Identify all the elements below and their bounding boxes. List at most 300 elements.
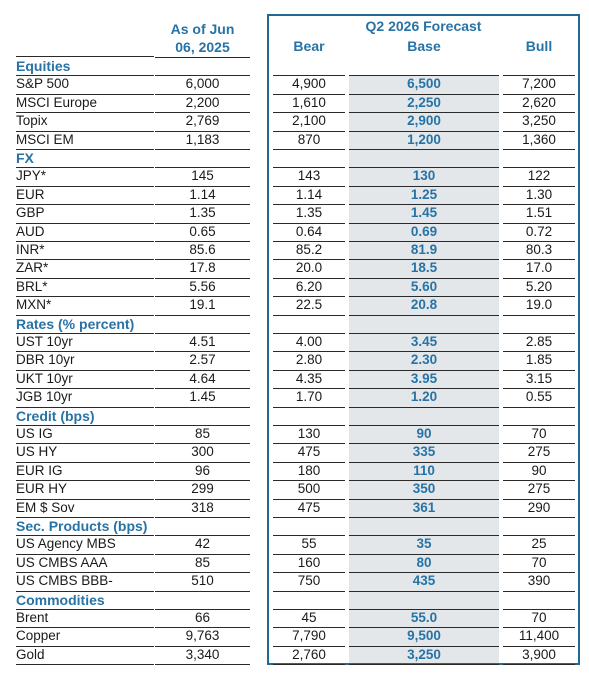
row-rule-bull (503, 664, 575, 665)
row-label: Gold (16, 646, 45, 662)
bear-value: 130 (297, 426, 321, 441)
row-rule-bull (503, 591, 575, 592)
row-label: S&P 500 (16, 76, 70, 92)
row-rule-label (16, 370, 154, 371)
asof-value: 1.35 (189, 205, 216, 221)
base-value: 2,250 (407, 94, 441, 110)
row-rule-bear (273, 223, 345, 224)
row-rule-asof (155, 499, 250, 500)
row-label: EM $ Sov (16, 499, 75, 515)
row-rule-base (349, 425, 499, 426)
row-rule-bull (503, 259, 575, 260)
row-rule-asof (155, 609, 250, 610)
row-rule-bull (503, 646, 575, 647)
row-rule-label (16, 572, 154, 573)
row-rule-bear (273, 370, 345, 371)
table-row (0, 443, 589, 462)
row-rule-asof (155, 131, 250, 132)
row-rule-asof (155, 572, 250, 573)
bear-value: 85.2 (295, 242, 323, 257)
bull-value: 390 (527, 573, 551, 589)
row-rule-base (349, 351, 499, 352)
asof-header-underline (155, 57, 250, 58)
row-rule-bull (503, 186, 575, 187)
row-rule-base (349, 554, 499, 555)
asof-value: 2,769 (185, 113, 220, 129)
base-value: 20.8 (410, 297, 438, 313)
row-label: MXN* (16, 297, 52, 313)
asof-value: 9,763 (185, 628, 220, 644)
row-rule-base (349, 572, 499, 573)
bull-value: 7,200 (522, 76, 556, 92)
table-row (0, 75, 589, 94)
row-rule-asof (155, 462, 250, 463)
bear-value: 20.0 (295, 260, 323, 276)
bear-value: 2.80 (295, 352, 323, 368)
bull-value: 2,620 (522, 94, 556, 110)
bear-value: 870 (297, 131, 321, 147)
row-label: AUD (16, 223, 45, 239)
base-value: 81.9 (410, 242, 438, 257)
asof-value: 6,000 (185, 76, 220, 92)
row-rule-bear (273, 333, 345, 334)
row-rule-bull (503, 609, 575, 610)
row-rule-base (349, 259, 499, 260)
asof-value: 85 (194, 554, 211, 570)
asof-value: 85 (194, 426, 211, 441)
bull-value: 70 (531, 554, 547, 570)
row-rule-asof (155, 296, 250, 297)
row-rule-label (16, 259, 154, 260)
table-row (0, 333, 589, 352)
row-rule-bear (273, 627, 345, 628)
asof-value: 85.6 (189, 242, 216, 257)
base-value: 6,500 (407, 76, 441, 92)
table-row (0, 609, 589, 628)
row-rule-asof (155, 223, 250, 224)
bull-value: 70 (531, 426, 547, 441)
row-rule-base (349, 609, 499, 610)
table-row (0, 351, 589, 370)
row-rule-base (349, 443, 499, 444)
asof-value: 1,183 (185, 131, 220, 147)
row-rule-asof (155, 94, 250, 95)
row-label: US CMBS AAA (16, 554, 108, 570)
row-rule-base (349, 480, 499, 481)
row-rule-label (16, 112, 154, 113)
row-rule-bear (273, 94, 345, 95)
row-label: GBP (16, 205, 45, 221)
asof-value: 0.65 (189, 223, 216, 239)
row-rule-asof (155, 443, 250, 444)
bull-value: 3,250 (522, 113, 556, 129)
bear-value: 7,790 (292, 628, 326, 644)
row-rule-bull (503, 535, 575, 536)
bear-value: 500 (297, 481, 321, 497)
row-label: MSCI EM (16, 131, 74, 147)
row-rule-asof (155, 75, 250, 76)
bear-header: Bear (293, 38, 325, 54)
row-rule-base (349, 131, 499, 132)
bull-value: 1.51 (525, 205, 553, 221)
row-rule-label (16, 609, 154, 610)
row-rule-asof (155, 278, 250, 279)
row-rule-bull (503, 407, 575, 408)
table-row (0, 112, 589, 131)
row-rule-bear (273, 425, 345, 426)
base-value: 55.0 (410, 610, 438, 625)
row-label: EUR IG (16, 462, 63, 478)
table-row (0, 554, 589, 573)
row-rule-asof (155, 627, 250, 628)
bull-value: 5.20 (525, 278, 553, 294)
base-value: 1,200 (407, 131, 441, 147)
bull-value: 275 (527, 481, 551, 497)
table-row (0, 94, 589, 113)
row-rule-bull (503, 296, 575, 297)
row-rule-label (16, 75, 154, 76)
bull-value: 0.72 (525, 223, 553, 239)
row-rule-bull (503, 94, 575, 95)
bull-header: Bull (525, 38, 553, 54)
row-rule-label (16, 480, 154, 481)
row-rule-label (16, 627, 154, 628)
row-rule-label (16, 425, 154, 426)
bull-value: 1.85 (525, 352, 553, 368)
base-value: 1.20 (410, 389, 438, 405)
base-value: 361 (412, 499, 436, 515)
row-rule-label (16, 278, 154, 279)
bull-value: 17.0 (525, 260, 553, 276)
bull-value: 70 (531, 610, 547, 625)
row-rule-bear (273, 259, 345, 260)
row-rule-label (16, 462, 154, 463)
row-rule-base (349, 370, 499, 371)
row-rule-bull (503, 443, 575, 444)
table-row (0, 296, 589, 315)
row-rule-label (16, 535, 154, 536)
row-label: Brent (16, 610, 49, 625)
asof-value: 510 (191, 573, 214, 589)
row-rule-bull (503, 75, 575, 76)
base-value: 110 (413, 462, 435, 478)
asof-value: 42 (194, 536, 211, 552)
row-label: Topix (16, 113, 48, 129)
table-row (0, 480, 589, 499)
base-value: 3,250 (407, 646, 441, 662)
row-rule-bull (503, 223, 575, 224)
row-rule-base (349, 112, 499, 113)
asof-value: 5.56 (189, 278, 216, 294)
row-rule-label (16, 333, 154, 334)
base-value: 5.60 (410, 278, 438, 294)
table-row (0, 370, 589, 389)
section-title: Sec. Products (bps) (16, 518, 148, 534)
row-rule-asof (155, 591, 250, 592)
row-rule-asof (155, 167, 250, 168)
row-rule-label (16, 646, 154, 647)
base-value: 335 (412, 444, 436, 460)
row-label: US Agency MBS (16, 536, 116, 552)
bull-value: 25 (531, 536, 547, 552)
bull-value: 90 (531, 462, 547, 478)
table-row (0, 131, 589, 150)
row-rule-label (16, 443, 154, 444)
row-rule-bear (273, 278, 345, 279)
base-value: 35 (416, 536, 432, 552)
row-rule-bear (273, 572, 345, 573)
table-row (0, 425, 589, 444)
row-label: UKT 10yr (16, 370, 73, 386)
bear-value: 475 (297, 499, 321, 515)
row-rule-asof (155, 407, 250, 408)
base-value: 3.45 (410, 334, 438, 349)
row-rule-bear (273, 480, 345, 481)
bull-value: 1,360 (522, 131, 556, 147)
row-rule-bear (273, 75, 345, 76)
bear-value: 22.5 (295, 297, 323, 313)
row-rule-bull (503, 572, 575, 573)
table-row (0, 259, 589, 278)
row-rule-bear (273, 462, 345, 463)
table-row (0, 646, 589, 665)
row-rule-bear (273, 296, 345, 297)
row-rule-label (16, 499, 154, 500)
table-row (0, 627, 589, 646)
bear-value: 143 (297, 168, 321, 184)
row-label: EUR HY (16, 481, 68, 497)
bear-value: 750 (297, 573, 321, 589)
row-rule-label (16, 131, 154, 132)
row-rule-bull (503, 167, 575, 168)
row-rule-base (349, 149, 499, 150)
row-rule-label (16, 554, 154, 555)
row-rule-label (16, 223, 154, 224)
row-rule-asof (155, 241, 250, 242)
row-rule-label (16, 664, 154, 665)
bear-value: 6.20 (295, 278, 323, 294)
asof-value: 300 (191, 444, 214, 460)
row-rule-base (349, 75, 499, 76)
table-row (0, 186, 589, 205)
row-rule-base (349, 333, 499, 334)
row-label: JGB 10yr (16, 389, 73, 405)
row-rule-asof (155, 646, 250, 647)
row-rule-bull (503, 131, 575, 132)
bear-value: 475 (297, 444, 321, 460)
table-row (0, 499, 589, 518)
asof-header-line2: 06, 2025 (175, 39, 230, 55)
bear-value: 1.14 (295, 186, 323, 202)
row-rule-bear (273, 351, 345, 352)
row-rule-bear (273, 388, 345, 389)
row-rule-base (349, 388, 499, 389)
row-rule-base (349, 535, 499, 536)
row-rule-bear (273, 241, 345, 242)
row-rule-bull (503, 627, 575, 628)
table-row (0, 204, 589, 223)
row-rule-asof (155, 425, 250, 426)
asof-value: 66 (194, 610, 211, 625)
bear-value: 4,900 (292, 76, 326, 92)
asof-value: 145 (191, 168, 214, 184)
row-rule-bull (503, 278, 575, 279)
row-rule-base (349, 204, 499, 205)
row-rule-label (16, 94, 154, 95)
base-header: Base (407, 38, 441, 54)
row-label: ZAR* (16, 260, 49, 276)
row-rule-bull (503, 425, 575, 426)
row-rule-bull (503, 241, 575, 242)
asof-value: 19.1 (189, 297, 216, 313)
row-rule-asof (155, 112, 250, 113)
base-value: 80 (416, 554, 432, 570)
bull-value: 122 (527, 168, 551, 184)
row-rule-asof (155, 664, 250, 665)
bull-value: 80.3 (525, 242, 553, 257)
section-title: Equities (16, 58, 71, 74)
row-rule-base (349, 646, 499, 647)
bull-value: 11,400 (518, 628, 560, 644)
row-rule-label (16, 204, 154, 205)
row-rule-bear (273, 315, 345, 316)
row-rule-label (16, 167, 154, 168)
row-rule-base (349, 241, 499, 242)
row-rule-base (349, 186, 499, 187)
row-rule-bull (503, 149, 575, 150)
row-rule-asof (155, 204, 250, 205)
row-rule-label (16, 241, 154, 242)
bear-value: 4.00 (295, 334, 323, 349)
section-title: FX (16, 150, 34, 166)
row-rule-asof (155, 186, 250, 187)
asof-header-line1: As of Jun (170, 21, 235, 37)
table-row (0, 241, 589, 260)
row-rule-base (349, 94, 499, 95)
row-label: Copper (16, 628, 61, 644)
base-value: 1.45 (410, 205, 438, 221)
row-label: DBR 10yr (16, 352, 75, 368)
bear-value: 1.35 (295, 205, 323, 221)
bear-value: 55 (301, 536, 317, 552)
asof-value: 2.57 (189, 352, 216, 368)
row-rule-base (349, 499, 499, 500)
row-rule-base (349, 278, 499, 279)
row-rule-bear (273, 664, 345, 665)
bull-value: 2.85 (525, 334, 553, 349)
row-rule-asof (155, 480, 250, 481)
row-rule-bull (503, 499, 575, 500)
asof-value: 2,200 (185, 94, 220, 110)
asof-header (155, 20, 250, 56)
row-rule-base (349, 627, 499, 628)
row-rule-asof (155, 388, 250, 389)
row-rule-asof (155, 370, 250, 371)
row-rule-base (349, 462, 499, 463)
bear-value: 0.64 (295, 223, 323, 239)
section-title: Credit (bps) (16, 407, 95, 424)
bear-value: 2,100 (292, 113, 326, 129)
base-value: 435 (412, 573, 436, 589)
row-rule-base (349, 223, 499, 224)
row-rule-bull (503, 204, 575, 205)
asof-value: 1.45 (189, 389, 216, 405)
bull-value: 0.55 (525, 389, 553, 405)
table-row (0, 535, 589, 554)
row-rule-bear (273, 591, 345, 592)
row-rule-bull (503, 554, 575, 555)
base-value: 9,500 (407, 628, 441, 644)
base-value: 1.25 (410, 186, 438, 202)
forecast-title: Q2 2026 Forecast (365, 18, 482, 34)
row-rule-bear (273, 535, 345, 536)
row-rule-asof (155, 517, 250, 518)
base-value: 0.69 (410, 223, 438, 239)
row-rule-bull (503, 370, 575, 371)
row-rule-base (349, 664, 499, 665)
row-rule-label (16, 296, 154, 297)
row-rule-bear (273, 517, 345, 518)
row-rule-asof (155, 315, 250, 316)
asof-value: 4.51 (189, 334, 216, 349)
table-row (0, 223, 589, 242)
bull-value: 3,900 (522, 646, 556, 662)
row-rule-asof (155, 259, 250, 260)
row-rule-asof (155, 535, 250, 536)
table-row (0, 167, 589, 186)
bull-value: 290 (527, 499, 551, 515)
base-value: 350 (412, 481, 436, 497)
row-label: BRL* (16, 278, 48, 294)
bull-value: 3.15 (525, 370, 553, 386)
base-value: 3.95 (410, 370, 438, 386)
row-label: UST 10yr (16, 334, 73, 349)
bear-value: 1,610 (292, 94, 326, 110)
row-rule-bull (503, 333, 575, 334)
row-rule-bull (503, 388, 575, 389)
base-value: 90 (416, 426, 432, 441)
row-rule-asof (155, 333, 250, 334)
section-title: Rates (% percent) (16, 315, 135, 332)
row-label: US HY (16, 444, 58, 460)
row-rule-label (16, 186, 154, 187)
row-rule-bull (503, 517, 575, 518)
base-value: 130 (412, 168, 436, 184)
row-rule-bear (273, 407, 345, 408)
row-label: US IG (16, 426, 53, 441)
row-rule-bull (503, 462, 575, 463)
bear-value: 2,760 (292, 646, 326, 662)
row-rule-bear (273, 131, 345, 132)
row-rule-bear (273, 554, 345, 555)
row-rule-label (16, 388, 154, 389)
base-value: 2.30 (410, 352, 438, 368)
table-row (0, 462, 589, 481)
row-label: JPY* (16, 168, 47, 184)
base-value: 2,900 (407, 113, 441, 129)
asof-value: 1.14 (189, 186, 216, 202)
bear-value: 1.70 (295, 389, 323, 405)
row-rule-base (349, 296, 499, 297)
row-rule-asof (155, 554, 250, 555)
row-rule-asof (155, 351, 250, 352)
row-rule-bear (273, 149, 345, 150)
row-rule-bear (273, 167, 345, 168)
bull-value: 19.0 (525, 297, 553, 313)
row-rule-base (349, 591, 499, 592)
bear-value: 160 (297, 554, 321, 570)
bear-value: 4.35 (295, 370, 323, 386)
